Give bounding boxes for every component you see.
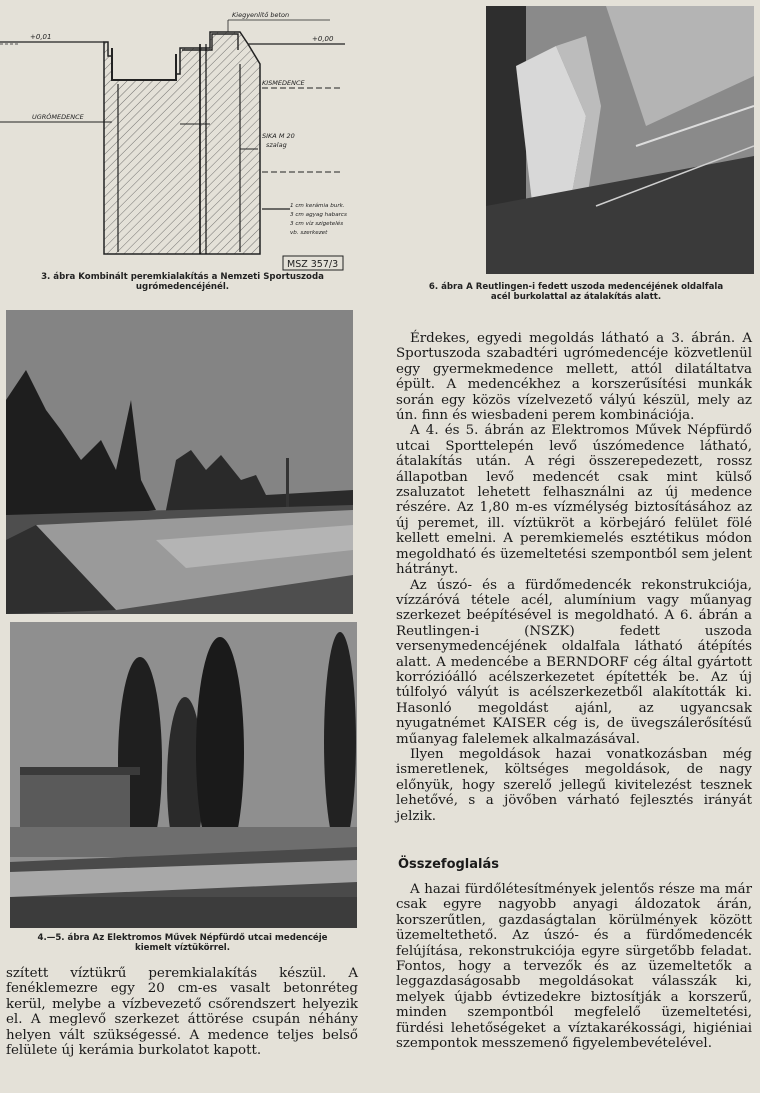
figure-5-photo (10, 622, 357, 928)
summary-paragraph: A hazai fürdőlétesítmények jelentős része ma már csak egyre nagyobb anyagi áldozatok árán, korszerűtlen, gazdaságtalan körülmények között üzemeltethető. Az úszó- és a fürdőmedencék felújítása, rekonstrukciója egyre sürgetőbb feladat. Fontos, hogy a tervezők és az üzemeltetők a leggazdaságosabb megoldásokat válasszák ki, melyek újabb évtizedekre biztosítják a korszerű, minden szempontból megfelelő üzemeltetési, fürdési lehetőségeket a víztakarékossági, higiéniai szempontok messzemenő figyelembevételével. (396, 882, 752, 1052)
figure-4-photo (6, 310, 353, 614)
legend-line-3: 3 cm víz szigetelés (290, 221, 344, 227)
paragraph-3: Az úszó- és a fürdőmedencék rekonstrukciója, vízzáróvá tétele acél, alumínium vagy műanyag szerkezet beépítésével is megoldható. A 6. ábrán a Reutlingen-i (NSZK) fedett uszoda versenymedencéjének oldalfala látható átépítés alatt. A medencébe a BERNDORF cég által gyártott korrózióálló acélszerkezetet építették be. Az új túlfolyó vályút is acélszerkezetből alakították ki. Hasonló megoldást ajánl, az ugyancsak nyugatnémet KAISER cég is, de üvegszálerősítésű műanyag falelemek alkalmazásával. (396, 577, 752, 747)
label-kiegyenlito: Kiegyenlítő beton (232, 11, 290, 19)
label-sika-1: SIKA M 20 (262, 132, 295, 140)
figure-6-caption (392, 282, 760, 302)
gutter (112, 48, 176, 80)
figure-45-caption (0, 933, 365, 953)
figure-6-photo (486, 6, 754, 274)
label-sika-2: szalag (266, 141, 287, 149)
paragraph-2: A 4. és 5. ábrán az Elektromos Művek Népfürdő utcai Sporttelepén levő úszómedence látható, átalakítás után. A régi összerepedezett, rossz állapotban levő medencét csak mint külső zsaluzatot lehetett felhasználni az új medence részére. Az 1,80 m-es vízmélység biztosításához az új peremet, ill. víztükröt a körbejáró felület fölé kellett emelni. A peremkiemelés esztétikus módon megoldható és üzemeltetési szempontból sem jelent hátrányt. (396, 423, 752, 578)
paragraph-1: Érdekes, egyedi megoldás látható a 3. ábrán. A Sportuszoda szabadtéri ugrómedencéje közvetlenül egy gyermekmedence mellett, attól dilatáltatva épült. A medencékhez a korszerűsítési munkák során egy közös vízelvezető vályú készül, mely az ún. finn és wiesbadeni perem kombinációja. (396, 331, 752, 424)
right-column-text (396, 331, 752, 824)
summary-text-block (396, 882, 752, 1051)
left-column-text (6, 966, 358, 1058)
legend-line-2: 3 cm agyag habarcs (290, 212, 347, 218)
figure-3-caption-line-2: ugrómedencéjénél. (135, 282, 230, 292)
figure-45-caption-line-2: kiemelt víztükörrel. (135, 943, 230, 953)
legend-line-4: vb. szerkezet (290, 230, 328, 236)
figure-3-caption-line-1: 3. ábra Kombinált peremkialakítás a Nemzeti Sportuszoda (41, 272, 324, 282)
label-ugromedence: UGRÓMEDENCE (32, 113, 84, 121)
legend-line-1: 1 cm kerámia burk. (290, 203, 345, 209)
label-level-left: +0,01 (30, 33, 52, 41)
label-level-right: +0,00 (312, 35, 334, 43)
cross-section-drawing (0, 4, 365, 272)
figure-6-caption-line-1: 6. ábra A Reutlingen-i fedett uszoda medencéjének oldalfala (428, 282, 724, 292)
left-paragraph: szített víztükrű peremkialakítás készül. A fenéklemezre egy 20 cm-es vasalt betonréteg kerül, melybe a vízbevezető csőrendszert helyezik el. A meglevő szerkezet áttörése csupán néhány helyen vált szükségessé. A medence teljes belső felülete új kerámia burkolatot kapott. (6, 966, 358, 1059)
figure-45-caption-line-1: 4.—5. ábra Az Elektromos Művek Népfürdő utcai medencéje (37, 933, 328, 943)
figure-3-drawing (0, 4, 365, 272)
summary-heading: Összefoglalás (398, 857, 499, 872)
stamp-text: MSZ 357/3 (287, 259, 339, 270)
figure-6-caption-line-2: acél burkolattal az átalakítás alatt. (490, 292, 662, 302)
figure-3-caption (0, 272, 365, 292)
paragraph-4: Ilyen megoldások hazai vonatkozásban még ismeretlenek, költséges megoldások, de nagy előnyük, hogy szerelő jellegű kivitelezést tesznek lehetővé, s a jövőben várható fejlesztés irányát jelzik. (396, 746, 752, 824)
label-kismedence: KISMEDENCE (262, 79, 305, 87)
